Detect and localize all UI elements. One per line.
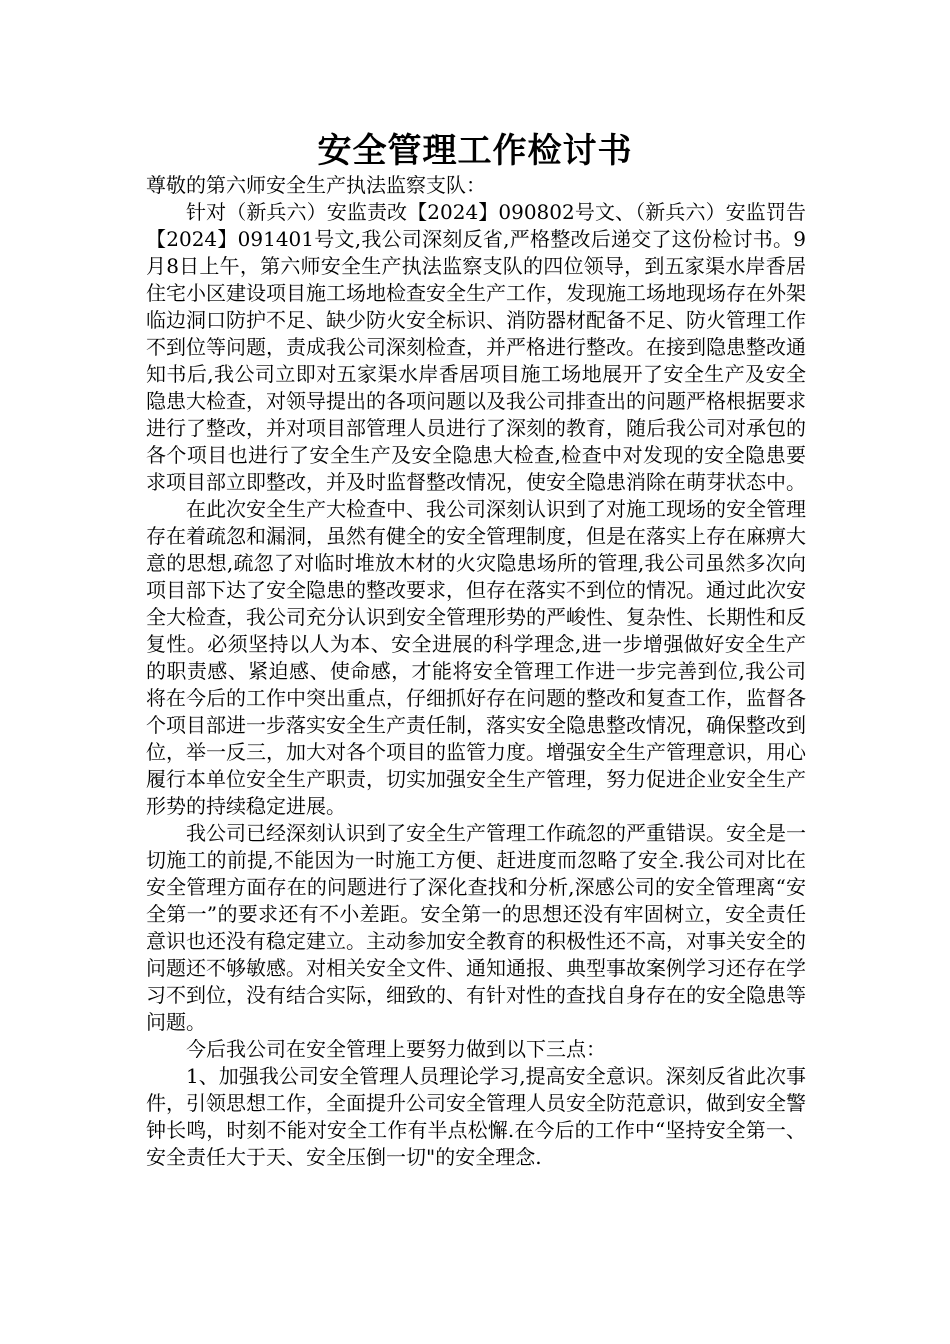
paragraph-1: 针对（新兵六）安监责改【2024】090802号文、（新兵六）安监罚告【2024】091401号文,我公司深刻反省,严格整改后递交了这份检讨书。9月8日上午，第六师安全生产执法监察支队的四位领导，到五家渠水岸香居住宅小区建设项目施工场地检查安全生产工作，发现施工场地现场存在外架临边洞口防护不足、缺少防火安全标识、消防器材配备不足、防火管理工作不到位等问题，责成我公司深刻检查，并严格进行整改。在接到隐患整改通知书后,我公司立即对五家渠水岸香居项目施工场地展开了安全生产及安全隐患大检查，对领导提出的各项问题以及我公司排查出的问题严格根据要求进行了整改，并对项目部管理人员进行了深刻的教育，随后我公司对承包的各个项目也进行了安全生产及安全隐患大检查,检查中对发现的安全隐患要求项目部立即整改，并及时监督整改情况，使安全隐患消除在萌芽状态中。 (146, 200, 806, 494)
salutation: 尊敬的第六师安全生产执法监察支队： (146, 173, 486, 197)
document-title: 安全管理工作检讨书 (317, 131, 633, 171)
paragraph-4: 今后我公司在安全管理上要努力做到以下三点： (186, 1037, 606, 1061)
paragraph-5: 1、加强我公司安全管理人员理论学习,提高安全意识。深刻反省此次事件，引领思想工作，全面提升公司安全管理人员安全防范意识，做到安全警钟长鸣，时刻不能对安全工作有半点松懈.在今后的工作中“坚持安全第一、安全责任大于天、安全压倒一切"的安全理念. (146, 1064, 806, 1169)
document-body (146, 172, 806, 1171)
paragraph-3: 我公司已经深刻认识到了安全生产管理工作疏忽的严重错误。安全是一切施工的前提,不能因为一时施工方便、赶进度而忽略了安全.我公司对比在安全管理方面存在的问题进行了深化查找和分析,深感公司的安全管理离“安全第一”的要求还有不小差距。安全第一的思想还没有牢固树立，安全责任意识也还没有稳定建立。主动参加安全教育的积极性还不高，对事关安全的问题还不够敏感。对相关安全文件、通知通报、典型事故案例学习还存在学习不到位，没有结合实际，细致的、有针对性的查找自身存在的安全隐患等问题。 (146, 821, 806, 1034)
paragraph-2: 在此次安全生产大检查中、我公司深刻认识到了对施工现场的安全管理存在着疏忽和漏洞，虽然有健全的安全管理制度，但是在落实上存在麻痹大意的思想,疏忽了对临时堆放木材的火灾隐患场所的管理,我公司虽然多次向项目部下达了安全隐患的整改要求，但存在落实不到位的情况。通过此次安全大检查，我公司充分认识到安全管理形势的严峻性、复杂性、长期性和反复性。必须坚持以人为本、安全进展的科学理念,进一步增强做好安全生产的职责感、紧迫感、使命感，才能将安全管理工作进一步完善到位,我公司将在今后的工作中突出重点，仔细抓好存在问题的整改和复查工作，监督各个项目部进一步落实安全生产责任制，落实安全隐患整改情况，确保整改到位，举一反三，加大对各个项目的监管力度。增强安全生产管理意识，用心履行本单位安全生产职责，切实加强安全生产管理，努力促进企业安全生产形势的持续稳定进展。 (146, 497, 806, 818)
